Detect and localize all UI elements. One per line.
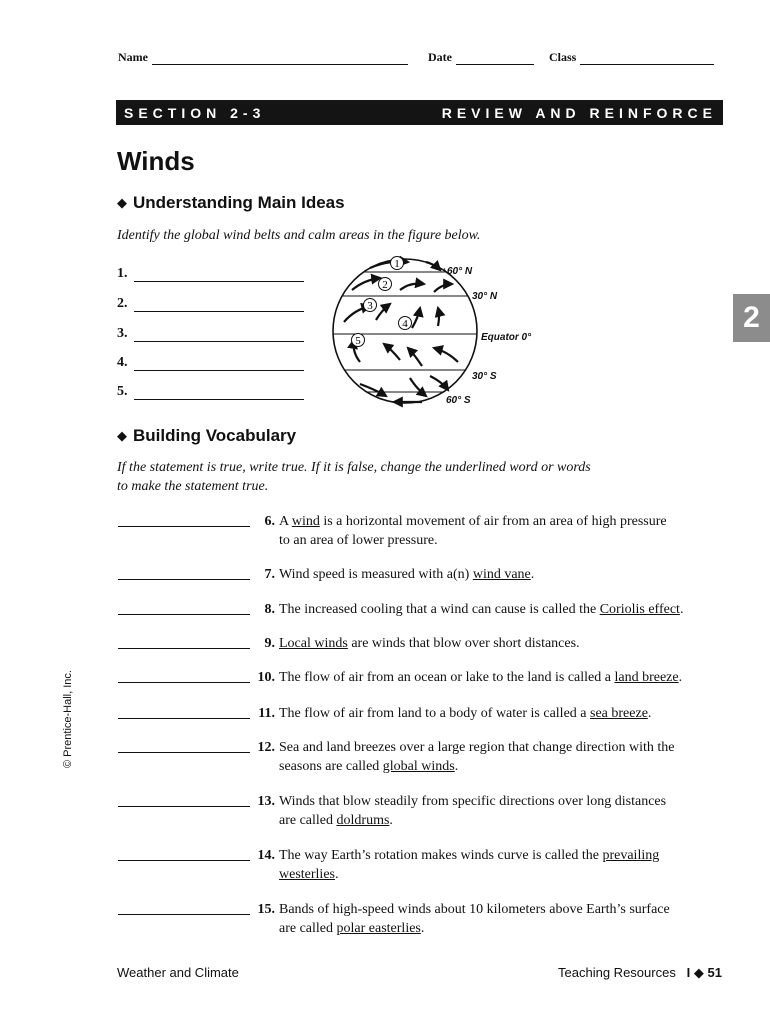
underlined-term: westerlies (279, 867, 335, 882)
item-number: 11. (258, 706, 275, 721)
item-text: Winds that blow steadily from specific directions over long distances are called doldrums. (279, 794, 667, 828)
label-30s: 30° S (472, 371, 497, 382)
label-60s: 60° S (446, 395, 471, 406)
footer-left: Weather and Climate (117, 965, 239, 980)
copyright-notice: © Prentice-Hall, Inc. (62, 670, 74, 768)
item-number: 7. (264, 567, 275, 582)
underlined-term: doldrums (336, 813, 390, 828)
vocab-item-11 (118, 704, 728, 723)
section-number: SECTION 2-3 (124, 104, 266, 121)
section-bar (116, 100, 723, 125)
label-60n: 60° N (447, 266, 473, 277)
figure-answer-number: 3. (117, 326, 128, 341)
figure-marker-1: 1 (394, 258, 400, 270)
vocabulary-instruction-line-1: If the statement is true, write true. If it is false, change the underlined word or words (117, 460, 591, 475)
answer-blank[interactable] (118, 706, 250, 719)
footer-right (558, 965, 722, 981)
answer-blank[interactable] (118, 602, 250, 615)
class-label: Class (549, 50, 577, 64)
section-type: REVIEW AND REINFORCE (441, 104, 717, 121)
answer-blank[interactable] (118, 848, 250, 861)
footer-separator: I ◆ (686, 965, 704, 980)
vocab-item-12 (118, 738, 728, 776)
underlined-term: prevailing (602, 848, 660, 863)
figure-answer-number: 5. (117, 384, 128, 399)
name-field[interactable] (118, 50, 408, 65)
answer-blank[interactable] (118, 514, 250, 527)
answer-blank[interactable] (134, 387, 304, 400)
item-number: 9. (264, 636, 275, 651)
item-number: 10. (257, 670, 275, 685)
label-equator: Equator 0° (481, 332, 532, 343)
vocab-item-8 (118, 600, 728, 619)
answer-blank[interactable] (118, 902, 250, 915)
item-text: Wind speed is measured with a(n) wind vane. (279, 567, 535, 582)
global-wind-belts-figure (330, 250, 550, 415)
vocab-item-7 (118, 565, 728, 584)
class-field[interactable] (549, 50, 714, 65)
underlined-term: Local winds (279, 636, 348, 651)
answer-blank[interactable] (118, 670, 250, 683)
item-number: 14. (257, 848, 275, 863)
figure-answer-5[interactable] (117, 384, 304, 400)
vocab-item-9 (118, 634, 728, 653)
label-30n: 30° N (472, 291, 498, 302)
vocabulary-instruction-line-2: to make the statement true. (117, 479, 269, 494)
date-label: Date (428, 50, 452, 64)
item-number: 12. (257, 740, 275, 755)
underlined-term: sea breeze (590, 706, 648, 721)
class-blank[interactable] (580, 54, 714, 65)
vocab-item-15 (118, 900, 728, 938)
figure-answer-3[interactable] (117, 326, 304, 342)
page-number: 51 (707, 965, 722, 980)
item-text: The flow of air from land to a body of water is called a sea breeze. (279, 706, 652, 721)
answer-blank[interactable] (134, 329, 304, 342)
figure-marker-2: 2 (382, 279, 388, 291)
item-text: A wind is a horizontal movement of air from an area of high pressure to an area of lower pressure. (279, 514, 667, 548)
underlined-term: wind (291, 514, 320, 529)
figure-marker-5: 5 (355, 335, 361, 347)
figure-answer-number: 1. (117, 266, 128, 281)
vocab-item-10 (118, 668, 728, 687)
underlined-term: land breeze (614, 670, 679, 685)
vocab-item-14 (118, 846, 728, 884)
answer-blank[interactable] (134, 269, 304, 282)
vocabulary-heading-text: Building Vocabulary (133, 426, 297, 445)
vocab-item-6 (118, 512, 728, 550)
footer-resources: Teaching Resources (558, 965, 676, 980)
figure-marker-4: 4 (402, 318, 408, 330)
globe-outline (333, 259, 477, 403)
answer-blank[interactable] (118, 636, 250, 649)
underlined-term: polar easterlies (336, 921, 421, 936)
answer-blank[interactable] (134, 299, 304, 312)
diamond-icon: ◆ (117, 428, 127, 443)
item-text: Bands of high-speed winds about 10 kilometers above Earth’s surface are called polar easterlies. (279, 902, 670, 936)
item-number: 6. (264, 514, 275, 529)
chapter-tab: 2 (733, 294, 770, 342)
underlined-term: Coriolis effect (599, 602, 680, 617)
underlined-term: wind vane (472, 567, 531, 582)
item-text: Local winds are winds that blow over short distances. (279, 636, 580, 651)
figure-marker-3: 3 (367, 300, 373, 312)
vocab-item-13 (118, 792, 728, 830)
figure-answer-2[interactable] (117, 296, 304, 312)
figure-answer-4[interactable] (117, 355, 304, 371)
figure-answer-number: 4. (117, 355, 128, 370)
item-number: 15. (257, 902, 275, 917)
answer-blank[interactable] (118, 740, 250, 753)
date-field[interactable] (428, 50, 534, 65)
main-ideas-heading-text: Understanding Main Ideas (133, 193, 345, 212)
item-number: 8. (264, 602, 275, 617)
answer-blank[interactable] (118, 567, 250, 580)
main-ideas-heading (117, 193, 345, 213)
vocabulary-heading (117, 426, 296, 446)
name-blank[interactable] (152, 54, 408, 65)
figure-answer-number: 2. (117, 296, 128, 311)
answer-blank[interactable] (134, 358, 304, 371)
date-blank[interactable] (456, 54, 534, 65)
item-text: Sea and land breezes over a large region that change direction with the seasons are called global winds. (279, 740, 675, 774)
item-text: The flow of air from an ocean or lake to the land is called a land breeze. (279, 670, 683, 685)
answer-blank[interactable] (118, 794, 250, 807)
item-text: The increased cooling that a wind can cause is called the Coriolis effect. (279, 602, 684, 617)
underlined-term: global winds (382, 759, 455, 774)
item-text: The way Earth’s rotation makes winds curve is called the prevailing westerlies. (279, 848, 660, 882)
diamond-icon: ◆ (117, 195, 127, 210)
figure-answer-1[interactable] (117, 266, 304, 282)
item-number: 13. (257, 794, 275, 809)
page-title: Winds (117, 146, 195, 176)
main-ideas-instruction: Identify the global wind belts and calm areas in the figure below. (117, 228, 481, 243)
name-label: Name (118, 50, 148, 64)
